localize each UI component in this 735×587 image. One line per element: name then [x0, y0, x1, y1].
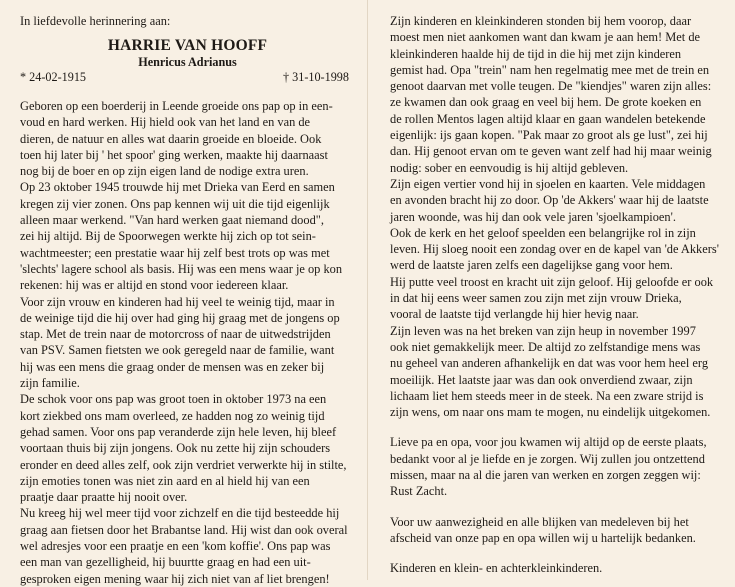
text-line: van PSV. Samen fietsten we ook geregeld naar de familie, want	[20, 343, 335, 358]
text-line: gesproken eigen mening waar hij zich niet van af liet brengen!	[20, 571, 330, 586]
intro-text: In liefdevolle herinnering aan:	[20, 14, 171, 28]
text-line: en avonden bracht hij zo door. Op 'de Akkers' waar hij de laatste	[390, 193, 709, 208]
text-line: zijn wens, om naar ons mam te mogen, nu eindelijk uitgekomen.	[390, 405, 711, 420]
text-line: Voor zijn vrouw en kinderen had hij veel te weinig tijd, maar in	[20, 294, 335, 309]
text-line: eigenlijk: ijs gaan kopen. "Pak maar zo groot als ge lust", zei hij	[390, 128, 708, 143]
text-line: leven. Hij sloeg nooit een zondag over en de kapel van 'de Akkers'	[390, 242, 719, 257]
text-line: zijn emoties tonen was niet zin aard en al hield hij van een	[20, 473, 310, 488]
text-line: De schok voor ons pap was groot toen in oktober 1973 na een	[20, 392, 327, 407]
text-line: alleen maar werkend. "Van hard werken gaat niemand dood",	[20, 213, 324, 228]
life-dates	[20, 70, 355, 85]
text-line: Ook de kerk en het geloof speelden een belangrijke rol in zijn	[390, 225, 696, 240]
deceased-name: HARRIE VAN HOOFF	[107, 37, 268, 54]
text-line: ze kwamen dan ook graag en veel bij hem. De grote koeken en	[390, 95, 702, 110]
text-line: Rust Zacht.	[390, 484, 448, 499]
text-line: 'slechts' lagere school als basis. Hij was een mens waar je op kon	[20, 261, 343, 276]
text-line: Hij putte veel troost en kracht uit zijn geloof. Hij geloofde er ook	[390, 274, 714, 289]
text-line: graag aan fietsen door het Brabantse land. Hij wist dan ook overal	[20, 522, 348, 537]
birth-date: * 24-02-1915	[20, 70, 87, 84]
text-line: voortaan thuis bij zijn jongens. Ook nu zette hij zijn schouders	[20, 441, 331, 456]
text-line: kleinkinderen haalde hij de tijd in die hij met zijn kinderen	[390, 46, 682, 61]
text-line: hij was een mens die graag onder de mensen was en zeker bij	[20, 359, 325, 374]
text-line: afscheid van onze pap en opa willen wij u hartelijk bedanken.	[390, 530, 696, 545]
text-line: een man van gezelligheid, hij buurtte graag en had een uit-	[20, 555, 311, 570]
text-line: Op 23 oktober 1945 trouwde hij met Drieka van Eerd en samen	[20, 180, 335, 195]
text-line: zijn familie.	[20, 376, 80, 391]
text-line: bedankt voor al je liefde en je zorgen. Wij zullen jou ontzettend	[390, 451, 705, 466]
text-line: Lieve pa en opa, voor jou kwamen wij altijd op de eerste plaats,	[390, 435, 707, 450]
text-line: praatje daar praatte hij nooit over.	[20, 490, 188, 505]
text-line: wel adresjes voor een praatje en een 'kom koffie'. Ons pap was	[20, 539, 331, 554]
text-line: de rollen Mentos lagen altijd klaar en gaan wandelen betekende	[390, 111, 706, 126]
text-line: moest men niet aankomen want dan kwam je aan hem! Met de	[390, 30, 701, 45]
text-line: gemist had. Opa "trein" nam hen regelmatig mee met de trein en	[390, 62, 710, 77]
text-line: nu geheel van anderen afhankelijk en dat was voor hem heel erg	[390, 356, 709, 371]
grandchildren-paragraph	[390, 13, 721, 420]
right-page	[368, 0, 735, 580]
text-line: in dat hij eens weer samen zou zijn met zijn vrouw Drieka,	[390, 291, 682, 306]
text-line: stap. Met de trein naar de motorcross of naar de uitwedstrijden	[20, 327, 331, 342]
left-page	[0, 0, 367, 586]
thanks-paragraph	[390, 514, 721, 547]
text-line: gehad samen. Voor ons pap veranderde zijn hele leven, hij bleef	[20, 424, 337, 439]
text-line: toen hij later bij ' het spoor' ging werken, maakte hij daarnaast	[20, 147, 328, 162]
death-date: † 31-10-1998	[282, 70, 349, 84]
text-line: Kinderen en klein- en achterkleinkinderen.	[390, 561, 603, 576]
text-line: zei hij altijd. Bij de Spoorwegen werkte hij zich op tot sein-	[20, 229, 316, 244]
text-line: jaren woonde, was hij dan ook vele jaren 'sjoelkampioen'.	[390, 209, 676, 224]
text-line: Zijn kinderen en kleinkinderen stonden bij hem voorop, daar	[390, 14, 692, 28]
text-line: dieren, de natuur en alles wat daarin groeide en bloeide. Ook	[20, 131, 322, 146]
text-line: Geboren op een boerderij in Leende groeide ons pap op in een-	[20, 99, 333, 113]
text-line: Voor uw aanwezigheid en alle blijken van medeleven bij het	[390, 514, 689, 529]
text-line: voud en hard werken. Hij hield ook van het land en van de	[20, 115, 311, 130]
text-line: vooral de laatste tijd verlangde hij hier hevig naar.	[390, 307, 639, 322]
text-line: rekenen: hij was er altijd en stond voor iedereen klaar.	[20, 278, 289, 293]
text-line: Zijn leven was na het breken van zijn heup in november 1997	[390, 323, 696, 338]
text-line: missen, maar na al die jaren van werken en zorgen zeggen wij:	[390, 468, 701, 483]
given-names: Henricus Adrianus	[138, 55, 237, 69]
signature-line	[390, 560, 721, 576]
text-line: kregen zij vier zonen. Ons pap kennen wij uit die tijd eigenlijk	[20, 196, 330, 211]
text-line: Zijn eigen vertier vond hij in sjoelen en kaarten. Vele middagen	[390, 176, 706, 191]
text-line: dan. Hij genoot ervan om te geven want zelf had hij maar weinig	[390, 144, 712, 159]
text-line: nog bij de boer en op zijn eigen land de nodige extra uren.	[20, 164, 309, 179]
text-line: Nu kreeg hij wel meer tijd voor zichzelf en die tijd besteedde hij	[20, 506, 340, 521]
text-line: moeilijk. Het laatste jaar was dan ook onverdiend zwaar, zijn	[390, 372, 693, 387]
text-line: wachtmeester; een prestatie waar hij zelf best trots op was met	[20, 245, 330, 260]
text-line: kort ziekbed ons mam overleed, ze hadden nog zo weinig tijd	[20, 408, 325, 423]
text-line: nodig: sober en eenvoudig is hij altijd gebleven.	[390, 160, 629, 175]
text-line: werd de laatste jaren zelfs een dagelijkse gang voor hem.	[390, 258, 673, 273]
text-line: ook niet gemakkelijk meer. De altijd zo zelfstandige mens was	[390, 339, 701, 354]
text-line: lichaam liet hem steeds meer in de steek. Na een zware strijd is	[390, 388, 704, 403]
farewell-paragraph	[390, 434, 721, 499]
text-line: eronder en deed alles zelf, ook zijn verdriet verwerkte hij in stilte,	[20, 457, 347, 472]
text-line: genoot daarvan met volle teugen. De "kiendjes" waren zijn alles:	[390, 79, 712, 94]
biography-text	[20, 98, 355, 587]
text-line: de weinige tijd die hij over had ging hij graag met de jongens op	[20, 310, 340, 325]
